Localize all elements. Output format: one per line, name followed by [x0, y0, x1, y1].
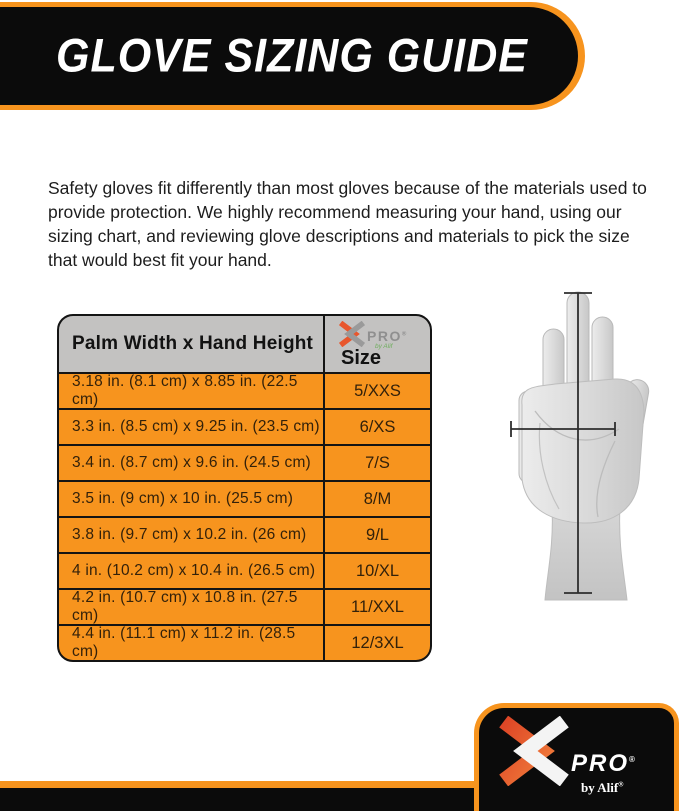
xpro-x-icon-large [495, 716, 573, 786]
size-cell: 5/XXS [325, 374, 430, 408]
xpro-by-alif-text: by Alif [375, 343, 393, 350]
size-cell: 7/S [325, 446, 430, 480]
sizing-table [57, 314, 432, 662]
table-row [59, 480, 430, 516]
xpro-logo-small [325, 316, 430, 372]
size-cell: 12/3XL [325, 626, 430, 660]
table-row [59, 588, 430, 624]
xpro-x-icon [337, 321, 367, 347]
footer-logo-tab [474, 703, 679, 811]
size-cell: 8/M [325, 482, 430, 516]
intro-paragraph: Safety gloves fit differently than most gloves because of the materials used to provide protection. We highly recommend measuring your hand, using our sizing chart, and reviewing glove descriptions and materials to pick the size that would best fit your hand. [48, 177, 647, 270]
measurement-column-header: Palm Width x Hand Height [59, 316, 325, 372]
measurement-cell: 3.3 in. (8.5 cm) x 9.25 in. (23.5 cm) [59, 410, 325, 444]
measurement-cell: 4.4 in. (11.1 cm) x 11.2 in. (28.5 cm) [59, 626, 325, 660]
hand-measurement-image [497, 283, 672, 620]
table-row [59, 624, 430, 660]
size-cell: 6/XS [325, 410, 430, 444]
size-cell: 11/XXL [325, 590, 430, 624]
xpro-pro-text-large: PRO® [571, 750, 637, 777]
table-row [59, 372, 430, 408]
hand-illustration [497, 283, 672, 620]
measurement-cell: 3.8 in. (9.7 cm) x 10.2 in. (26 cm) [59, 518, 325, 552]
page-title: GLOVE SIZING GUIDE [56, 29, 528, 82]
size-cell: 10/XL [325, 554, 430, 588]
table-row [59, 516, 430, 552]
xpro-pro-text: PRO® [367, 328, 408, 344]
measurement-cell: 3.18 in. (8.1 cm) x 8.85 in. (22.5 cm) [59, 374, 325, 408]
measurement-cell: 4 in. (10.2 cm) x 10.4 in. (26.5 cm) [59, 554, 325, 588]
size-cell: 9/L [325, 518, 430, 552]
table-row [59, 408, 430, 444]
title-banner-inner [0, 7, 578, 105]
measurement-cell: 4.2 in. (10.7 cm) x 10.8 in. (27.5 cm) [59, 590, 325, 624]
xpro-by-alif-text-large: by Alif® [581, 780, 624, 795]
measurement-cell: 3.4 in. (8.7 cm) x 9.6 in. (24.5 cm) [59, 446, 325, 480]
title-banner [0, 2, 585, 110]
size-column-header [325, 316, 430, 372]
table-row [59, 552, 430, 588]
table-header-row [59, 316, 430, 372]
measurement-cell: 3.5 in. (9 cm) x 10 in. (25.5 cm) [59, 482, 325, 516]
size-label: Size [341, 347, 382, 369]
table-row [59, 444, 430, 480]
